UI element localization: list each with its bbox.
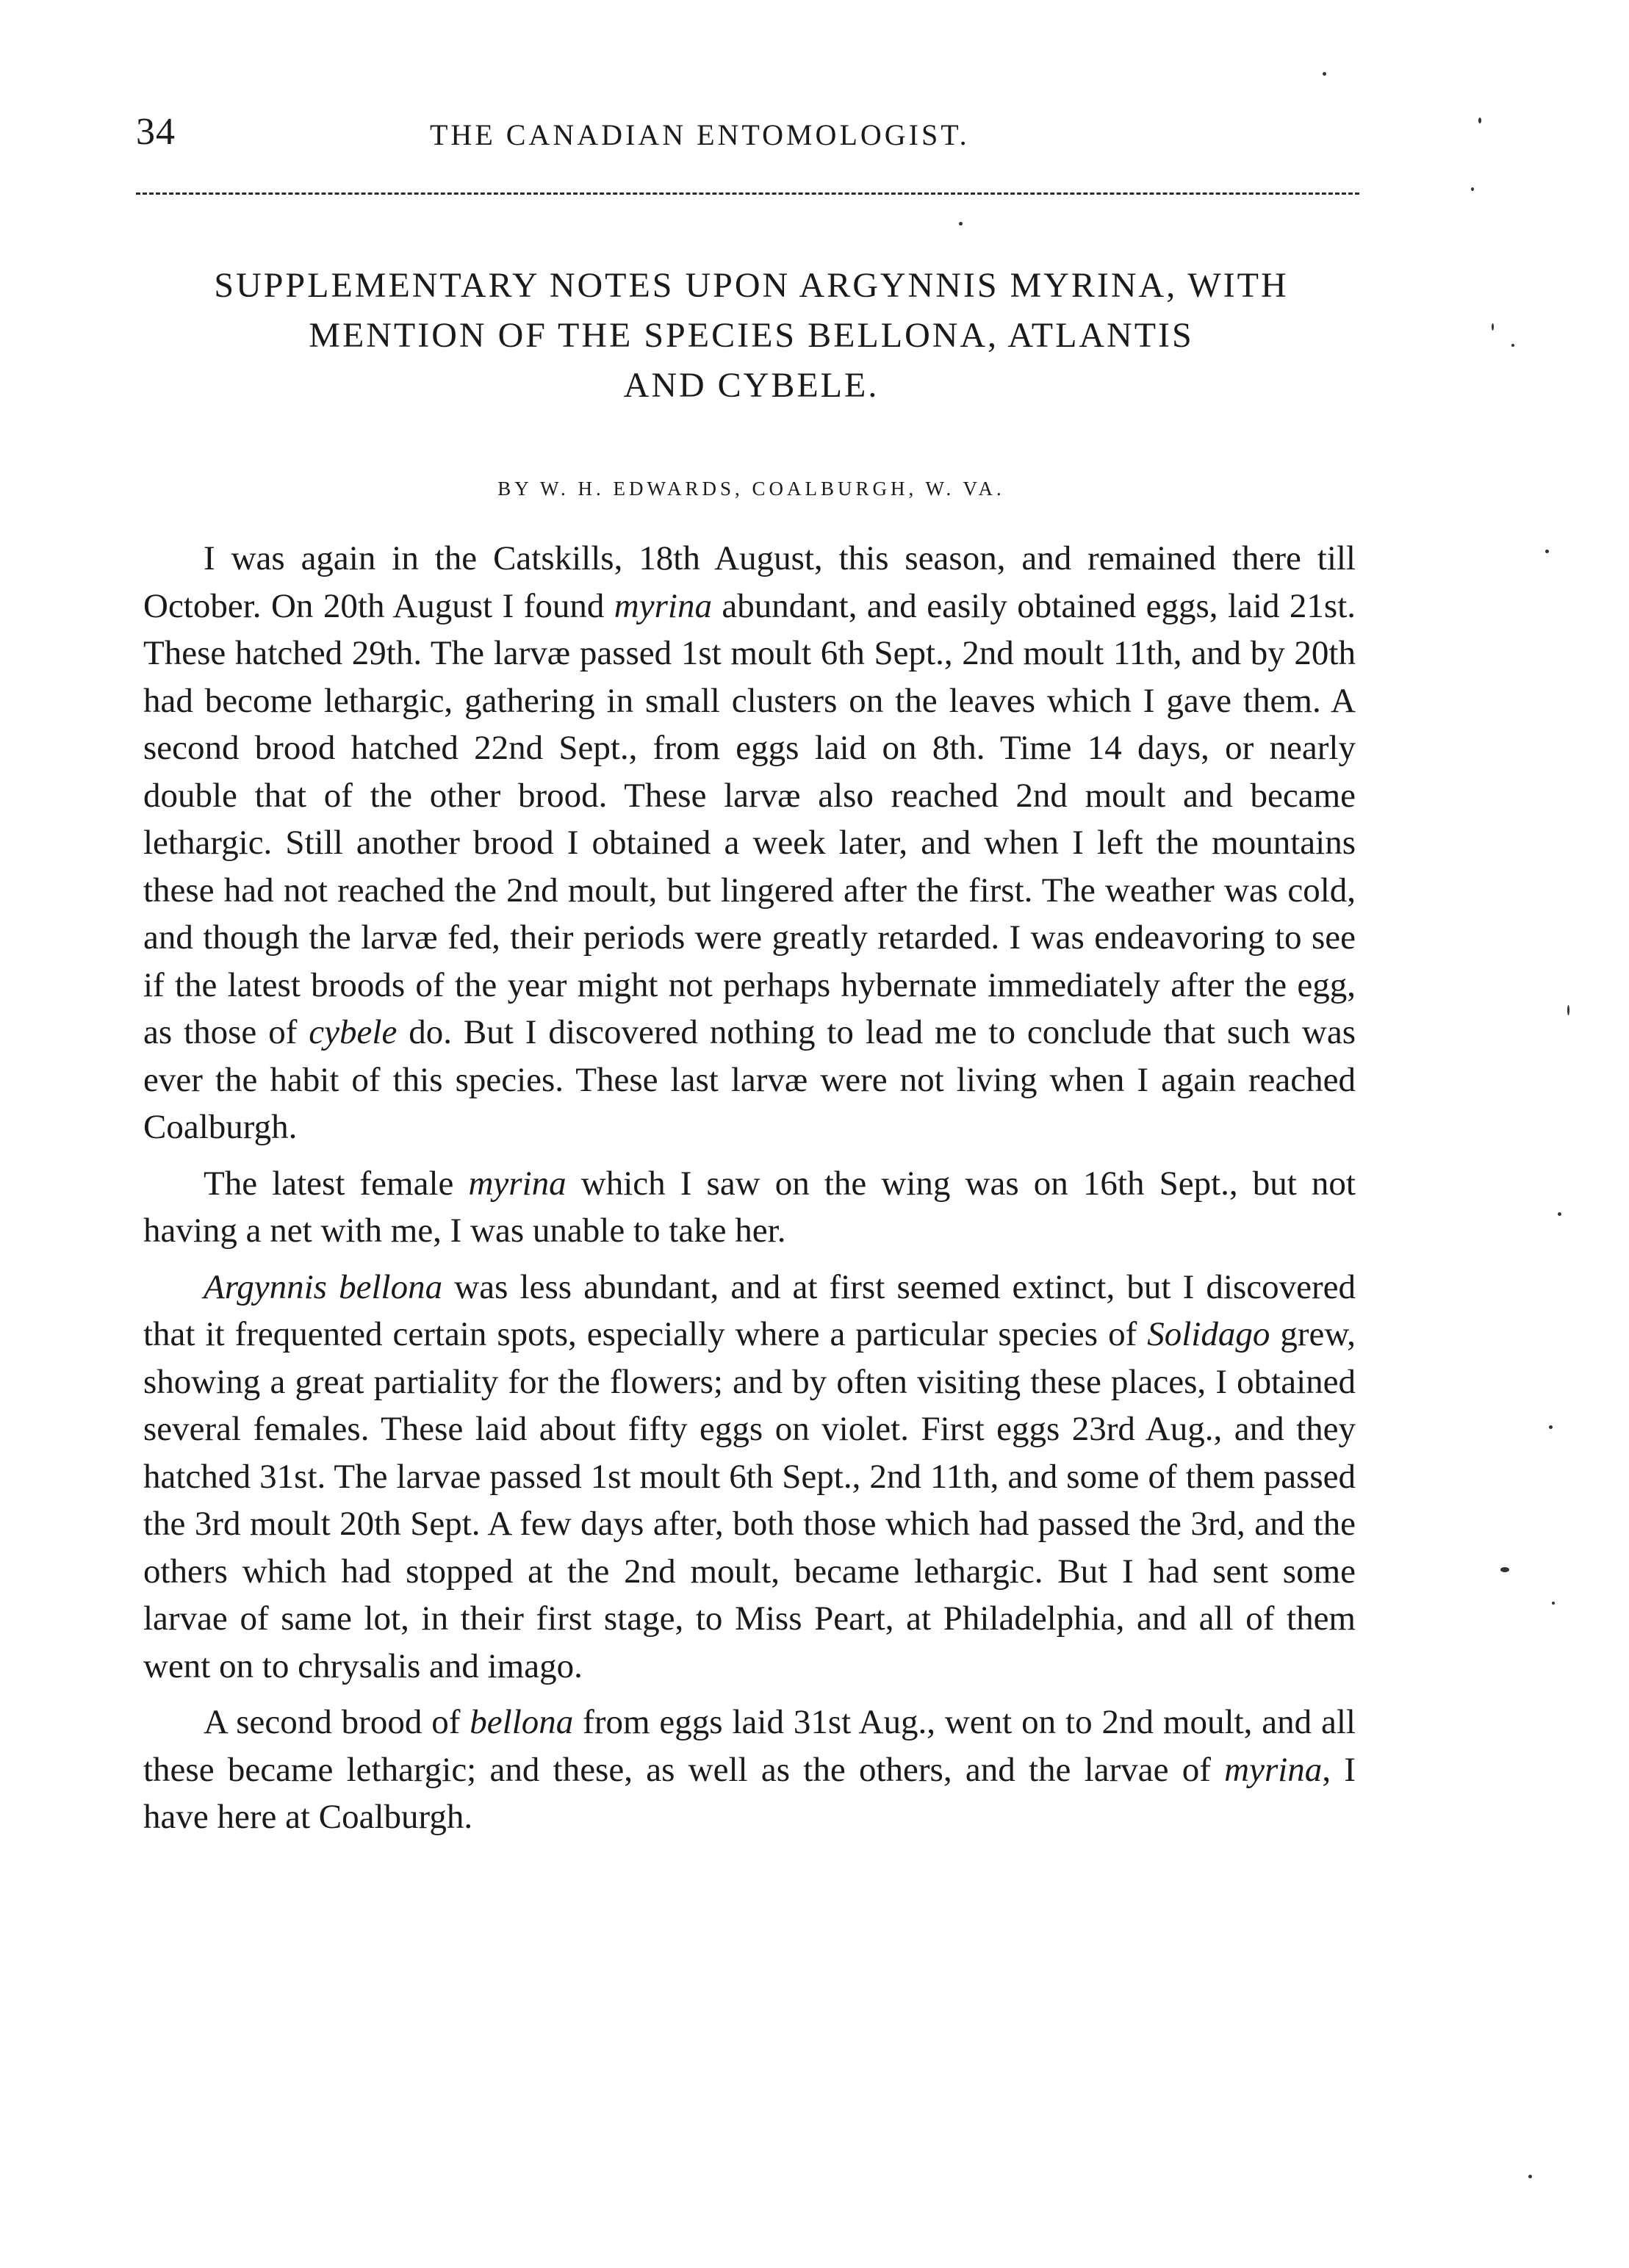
article-title xyxy=(118,261,1385,411)
byline: BY W. H. EDWARDS, COALBURGH, W. VA. xyxy=(497,478,1005,500)
paragraph xyxy=(143,1699,1356,1841)
paragraph xyxy=(143,535,1356,1151)
text-run: The latest female xyxy=(204,1164,469,1203)
italic-term: myrina xyxy=(1224,1750,1323,1789)
page-number: 34 xyxy=(136,111,176,153)
scan-speckle xyxy=(1552,1602,1555,1605)
title-line: SUPPLEMENTARY NOTES UPON ARGYNNIS MYRINA, WITH xyxy=(214,266,1289,305)
italic-term: bellona xyxy=(470,1703,574,1741)
scan-speckle xyxy=(1323,72,1326,76)
title-line: MENTION OF THE SPECIES BELLONA, ATLANTIS xyxy=(309,316,1194,355)
text-run: do. But I discovered nothing to lead me to conclude that such was ever the habit of this species. These last larvæ were not living when I again reached Coalburgh. xyxy=(143,1013,1356,1146)
header-rule xyxy=(136,192,1359,195)
article-body xyxy=(143,535,1356,1841)
italic-term: myrina xyxy=(468,1164,567,1203)
text-run: which I saw on the wing was on 16th Sept., but not having a net with me, I was unable to take her. xyxy=(143,1164,1356,1250)
paragraph xyxy=(143,1160,1356,1255)
italic-term: myrina xyxy=(614,586,712,625)
text-run: I was again in the Catskills, 18th August, this season, and remained there till October. On 20th August I found xyxy=(143,539,1356,625)
running-head xyxy=(136,110,1356,169)
scan-speckle xyxy=(1549,1425,1553,1429)
text-run: A second brood of xyxy=(204,1703,470,1741)
scan-speckle xyxy=(959,222,963,226)
text-run: was less abundant, and at first seemed extinct, but I discovered that it frequented certain spots, especially where a particular species of xyxy=(143,1267,1356,1353)
text-run: grew, showing a great partiality for the flowers; and by often visiting these places, I obtained several females. These laid about fifty eggs on violet. First eggs 23rd Aug., and they hatched 31st. The larvae passed 1st moult 6th Sept., 2nd 11th, and some of them passed the 3rd moult 20th Sept. A few days after, both those which had passed the 3rd, and the others which had stopped at the 2nd moult, became lethargic. But I had sent some larvae of same lot, in their first stage, to Miss Peart, at Philadelphia, and all of them went on to chrysalis and imago. xyxy=(143,1315,1356,1685)
scan-speckle xyxy=(1492,323,1494,331)
italic-term: Argynnis bellona xyxy=(204,1267,443,1306)
title-line: AND CYBELE. xyxy=(623,366,880,405)
text-run: abundant, and easily obtained eggs, laid 21st. These hatched 29th. The larvæ passed 1st moult 6th Sept., 2nd moult 11th, and by 20th had become lethargic, gathering in small clusters on the leaves which I gave them. A second brood hatched 22nd Sept., from eggs laid on 8th. Time 14 days, or nearly double that of the other brood. These larvæ also reached 2nd moult and became lethargic. Still another brood I obtained a week later, and when I left the mountains these had not reached the 2nd moult, but lingered after the first. The weather was cold, and though the larvæ fed, their periods were greatly retarded. I was endeavoring to see if the latest broods of the year might not perhaps hybernate immediately after the egg, as those of xyxy=(143,586,1356,1051)
scan-speckle xyxy=(1567,1005,1569,1015)
scan-speckle xyxy=(1528,2175,1532,2178)
scan-speckle xyxy=(1558,1212,1561,1216)
journal-title: THE CANADIAN ENTOMOLOGIST. xyxy=(430,118,970,151)
scan-speckle xyxy=(1478,118,1481,123)
scan-speckle xyxy=(1545,550,1549,553)
scan-speckle xyxy=(1500,1567,1509,1572)
italic-term: Solidago xyxy=(1147,1315,1270,1353)
text-run: , I have here at Coalburgh. xyxy=(143,1750,1356,1836)
paragraph xyxy=(143,1264,1356,1691)
italic-term: cybele xyxy=(309,1013,398,1051)
scan-speckle xyxy=(1511,344,1514,347)
scan-speckle xyxy=(1471,187,1474,191)
text-run: from eggs laid 31st Aug., went on to 2nd moult, and all these became lethargic; and these, as well as the others, and the larvae of xyxy=(143,1703,1356,1789)
